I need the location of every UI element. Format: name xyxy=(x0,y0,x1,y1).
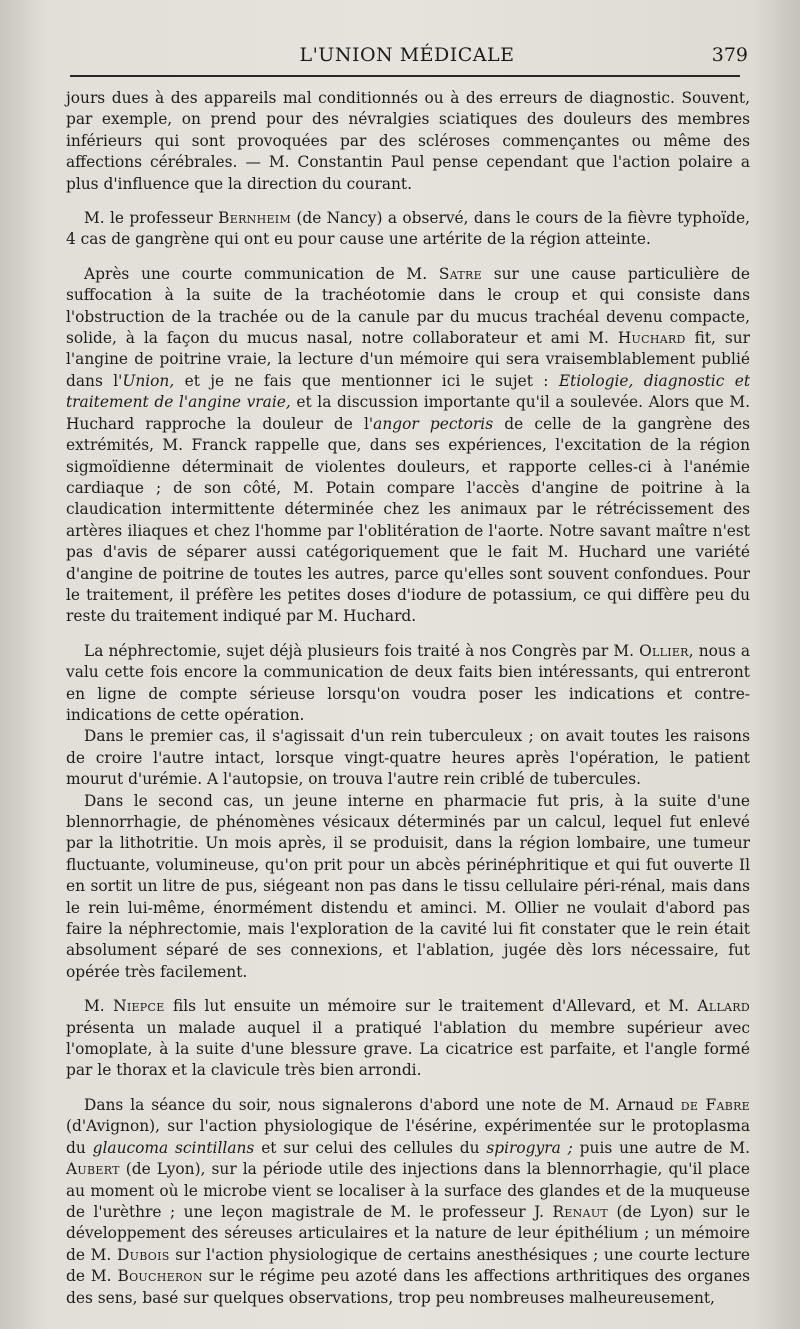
text-run: (d'Avignon), sur l'action physiologique de l'ésérine, expérimentée sur le protoplasma du xyxy=(66,1117,750,1157)
author-name: Renaut xyxy=(552,1202,609,1221)
author-name: Allard xyxy=(697,997,750,1016)
header-rule xyxy=(70,75,740,77)
author-name: Satre xyxy=(438,264,482,283)
text-run: puis une autre de M. xyxy=(572,1138,751,1157)
text-run: fit, sur l'angine de poitrine vraie, la lecture d'un mémoire qui sera vraisemblablement publié dans l' xyxy=(66,329,750,390)
running-title: L'UNION MÉDICALE xyxy=(299,44,515,66)
page-number: 379 xyxy=(711,44,748,66)
text-run: M. xyxy=(84,997,114,1016)
paragraph-5 xyxy=(66,726,750,790)
text-run: M. le professeur xyxy=(84,209,219,228)
text-run: et sur celui des cellules du xyxy=(254,1138,487,1157)
page-header xyxy=(66,38,748,78)
author-name: Boucheron xyxy=(117,1267,203,1286)
text-run: et je ne fais que mentionner ici le sujet : xyxy=(174,371,559,390)
text-run: Dans la séance du soir, nous signalerons d'abord une note de M. Arnaud xyxy=(84,1095,681,1114)
author-name: Ollier xyxy=(639,641,689,660)
paragraph-4 xyxy=(66,641,750,727)
author-name: Dubois xyxy=(116,1245,170,1264)
text-run: Dans le second cas, un jeune interne en pharmacie fut pris, à la suite d'une blennorrhagie, de phénomènes vésicaux déterminés par un calcul, lequel fut enlevé par la lithotritie. Un mois après, il se produisit, dans la région lombaire, une tumeur fluctuante, volumineuse, qu'on prit pour un abcès périnéphritique et qui fut ouverte Il en sortit un litre de pus, siégeant non pas dans le tissu cellulaire péri-rénal, mais dans le rein lui-même, énormément distendu et aminci. M. Ollier ne voulait d'abord pas faire la néphrectomie, mais l'exploration de la cavité lui fit constater que le rein était absolument séparé de ses connexions, et l'ablation, jugée dès lors nécessaire, fut opérée très facilement. xyxy=(66,791,750,981)
author-name: Niepce xyxy=(113,997,165,1016)
text-run: (de Lyon), sur la période utile des injections dans la blennorrhagie, qu'il place au moment où le microbe vient se localiser à la surface des glandes et de la muqueuse de l'urèthre ; une leçon magistrale de M. le professeur J. xyxy=(66,1160,750,1221)
text-run: de celle de la gangrène des extrémités, M. Franck rappelle que, dans ses expériences, l'excitation de la région sigmoïdienne déterminait de violentes douleurs, et rapporte celles-ci à l'anémie cardiaque ; de son côté, M. Potain compare l'accès d'angine de poitrine à la claudication intermittente déterminée chez les animaux par le rétrécissement des artères iliaques et chez l'homme par l'oblitération de l'aorte. Notre savant maître n'est pas d'avis de séparer aussi catégoriquement que le fait M. Huchard une variété d'angine de poitrine de toutes les autres, parce qu'elles sont souvent confondues. Pour le traitement, il préfère les petites doses d'iodure de potassium, ce qui diffère peu du reste du traitement indiqué par M. Huchard. xyxy=(66,414,750,626)
text-run: (de Nancy) a observé, dans le cours de la fièvre typhoïde, 4 cas de gangrène qui ont eu pour cause une artérite de la région atteinte. xyxy=(66,209,750,249)
italic-text: Etiologie, diagnostic et traitement de l'angine vraie, xyxy=(66,371,751,412)
author-name: de Fabre xyxy=(680,1095,750,1114)
text-run: (de Lyon) sur le développement des séreuses articulaires et la nature de leur épithélium ; un mémoire de M. xyxy=(66,1202,750,1264)
paragraph-7 xyxy=(66,996,750,1082)
text-run: sur le régime peu azoté dans les affections arthritiques des organes des sens, basé sur quelques observations, trop peu nombreuses malheureusement, xyxy=(66,1267,750,1307)
italic-text: glaucoma scintillans xyxy=(92,1138,255,1157)
paragraph-6 xyxy=(66,791,750,984)
paragraph-3 xyxy=(66,264,750,628)
author-name: Bernheim xyxy=(218,209,292,228)
page-body xyxy=(66,88,750,1309)
text-run: jours dues à des appareils mal conditionnés ou à des erreurs de diagnostic. Souvent, par exemple, on prend pour des névralgies sciatiques des douleurs des membres inférieurs qui sont provoquées par des scléroses commençantes ou même des affections cérébrales. — M. Constantin Paul pense cependant que l'action polaire a plus d'influence que la direction du courant. xyxy=(66,89,750,193)
text-run: Dans le premier cas, il s'agissait d'un rein tuberculeux ; on avait toutes les raisons de croire l'autre intact, lorsque vingt-quatre heures après l'opération, le patient mourut d'urémie. A l'autopsie, on trouva l'autre rein criblé de tubercules. xyxy=(66,727,750,789)
italic-text: angor pectoris xyxy=(373,414,494,433)
text-run: fils lut ensuite un mémoire sur le traitement d'Allevard, et M. xyxy=(164,997,698,1016)
text-run: sur une cause particulière de suffocation à la suite de la trachéotomie dans le croup et qui consiste dans l'obstruction de la trachée ou de la canule par du mucus trachéal devenu compacte, solide, à la façon du mucus nasal, notre collaborateur et ami M. xyxy=(66,264,751,348)
author-name: Aubert xyxy=(66,1160,120,1179)
text-run: La néphrectomie, sujet déjà plusieurs fois traité à nos Congrès par M. xyxy=(84,641,640,660)
text-run: Après une courte communication de M. xyxy=(84,264,439,283)
paragraph-2 xyxy=(66,208,750,251)
text-run: et la discussion importante qu'il a soulevée. Alors que M. Huchard rapproche la douleur de l' xyxy=(66,393,751,433)
paragraph-1 xyxy=(66,88,750,195)
paragraph-8 xyxy=(66,1095,750,1309)
italic-text: spirogyra ; xyxy=(486,1138,573,1157)
text-run: présenta un malade auquel il a pratiqué l'ablation du membre supérieur avec l'omoplate, à la suite d'une blessure grave. La cicatrice est parfaite, et l'angle formé par le thorax et la clavicule très bien arrondi. xyxy=(66,1018,750,1080)
author-name: Huchard xyxy=(617,329,686,348)
text-run: , nous a valu cette fois encore la communication de deux faits bien intéressants, qui entreront en ligne de compte sérieuse lorsqu'on voudra poser les indications et contre-indications de cette opération. xyxy=(66,641,751,724)
italic-text: Union, xyxy=(122,371,175,390)
text-run: sur l'action physiologique de certains anesthésiques ; une courte lecture de M. xyxy=(66,1245,750,1286)
